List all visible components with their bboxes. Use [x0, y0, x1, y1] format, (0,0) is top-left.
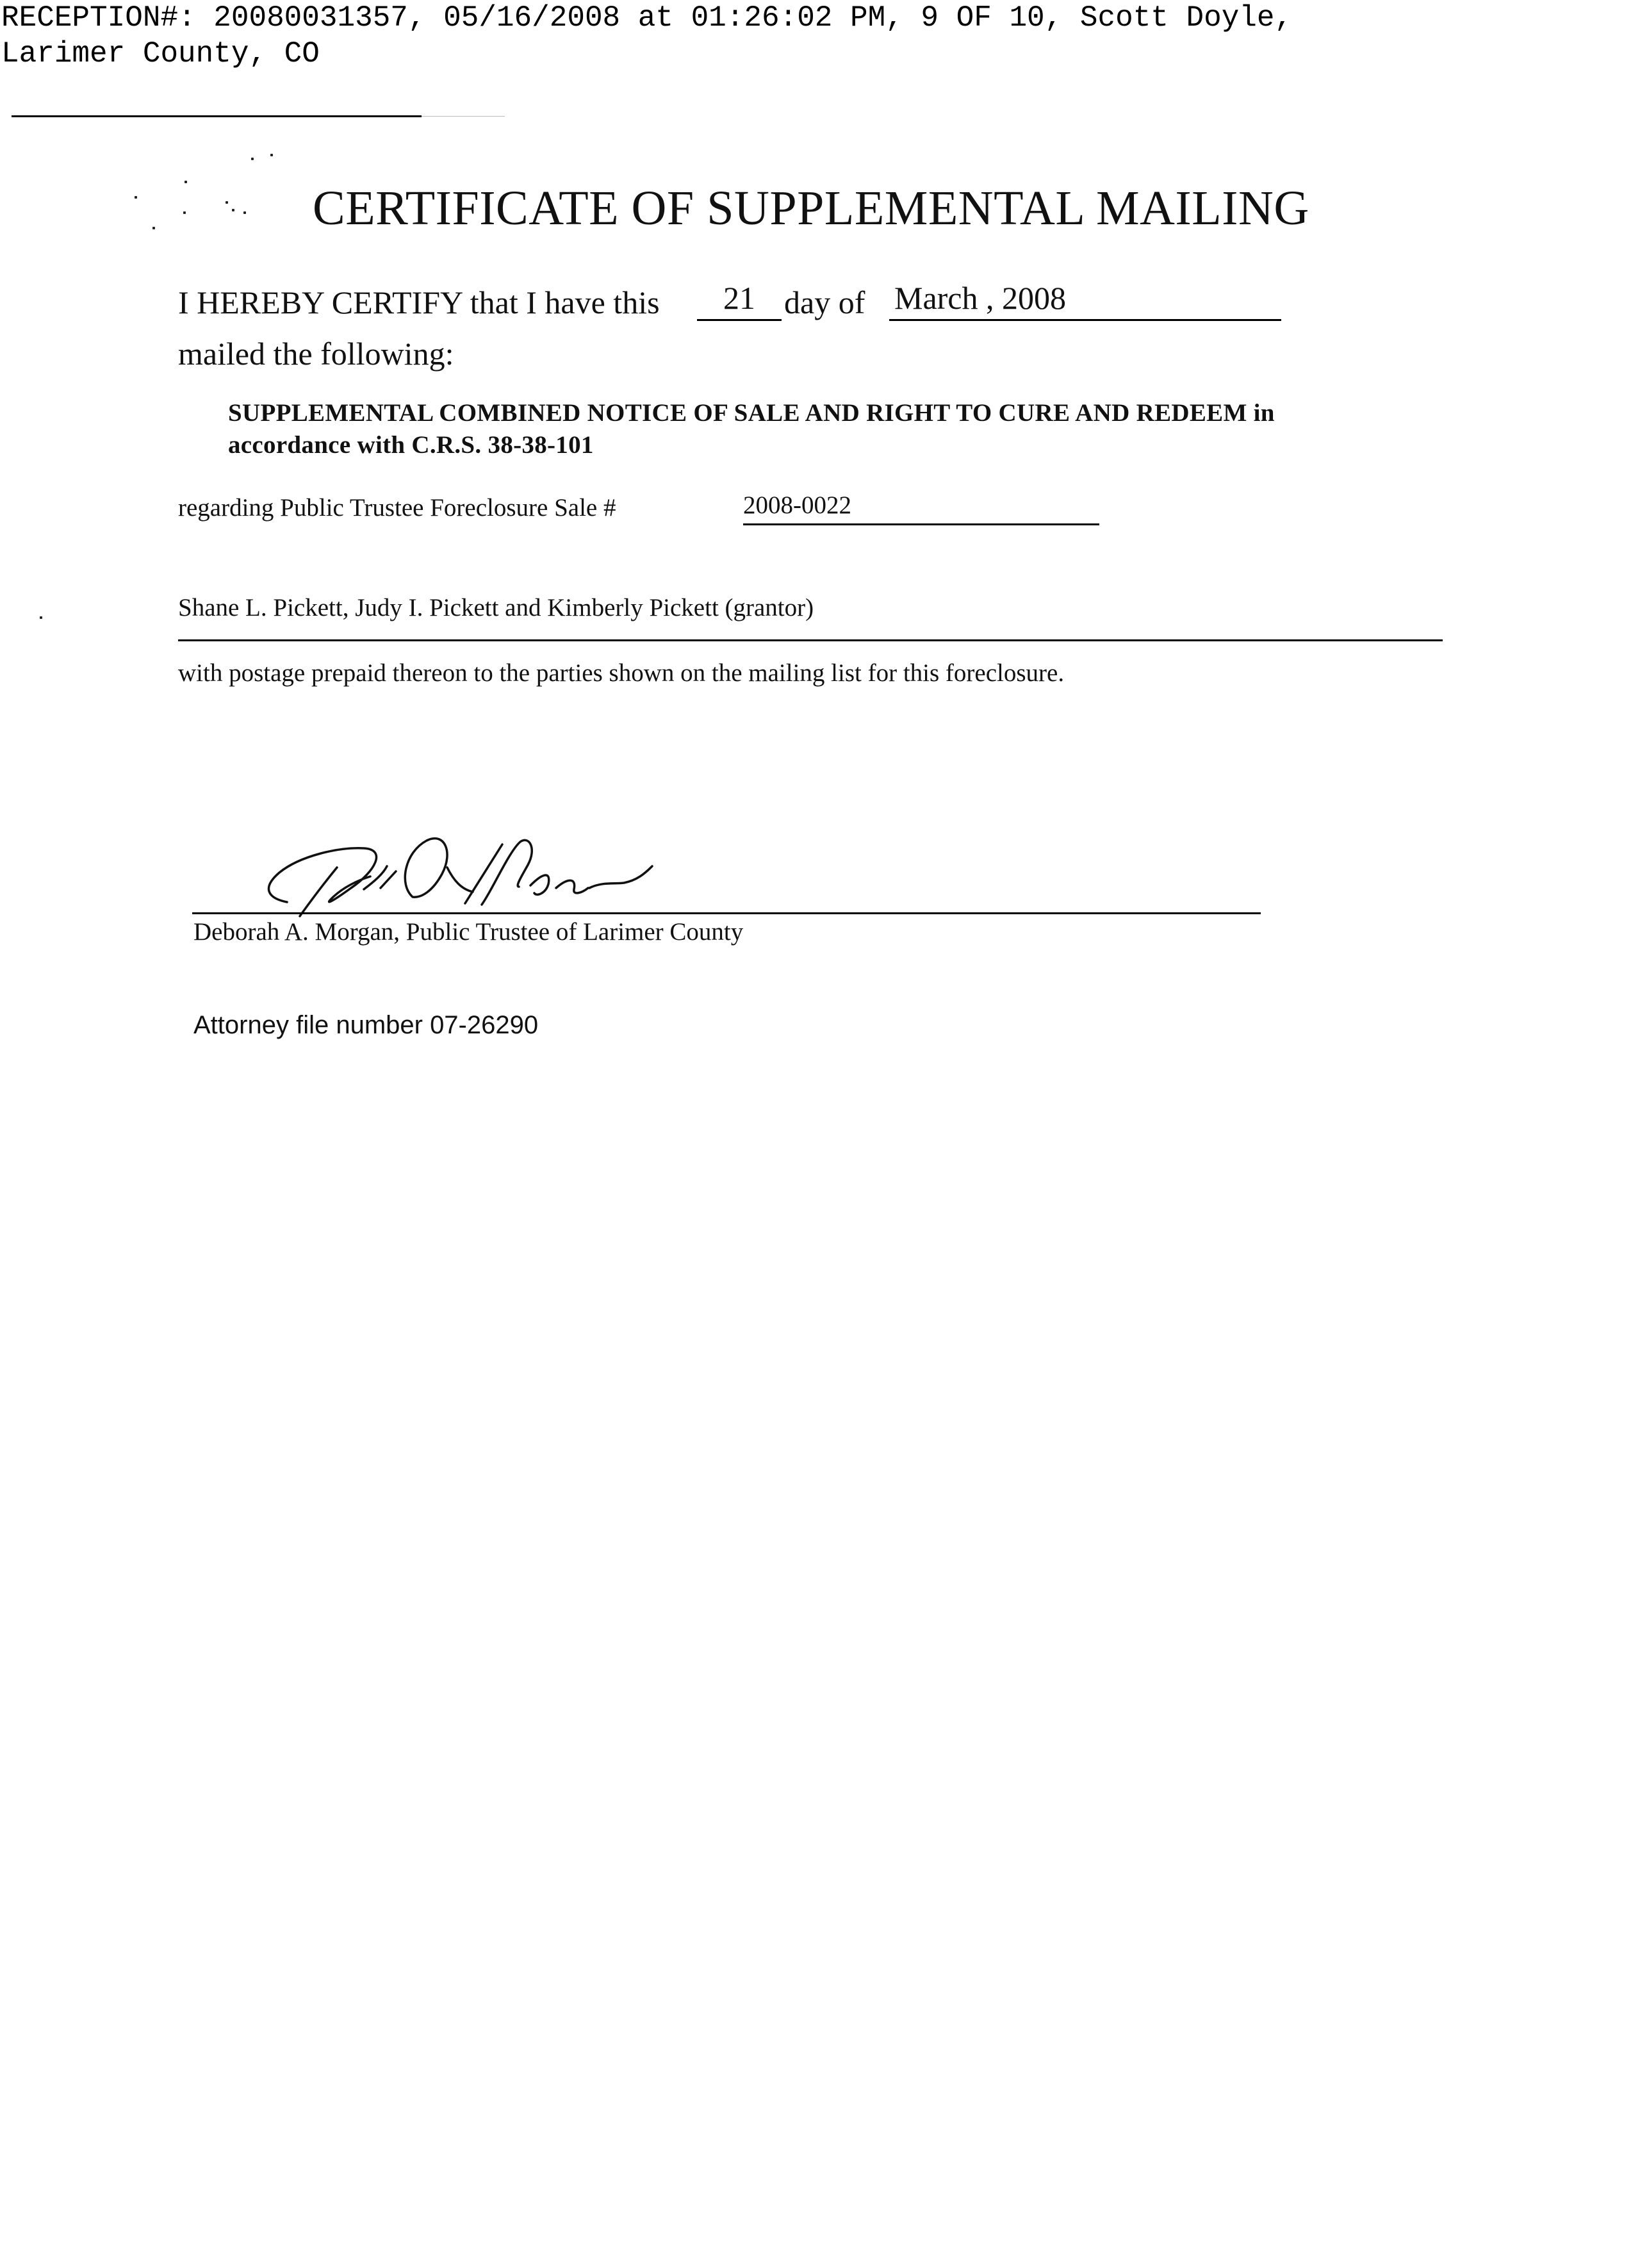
signer-name: Deborah A. Morgan, Public Trustee of Larimer County: [193, 918, 744, 946]
day-of-text: day of: [784, 284, 865, 320]
header-divider: [12, 115, 422, 117]
document-title: CERTIFICATE OF SUPPLEMENTAL MAILING: [313, 181, 1309, 235]
header-divider-faint: [422, 116, 505, 117]
notice-description: [228, 397, 1275, 461]
sale-number-label: regarding Public Trustee Foreclosure Sale #: [178, 494, 616, 522]
notice-description-line1: SUPPLEMENTAL COMBINED NOTICE OF SALE AND RIGHT TO CURE AND REDEEM in: [228, 399, 1275, 427]
recording-stamp-line1: RECEPTION#: 20080031357, 05/16/2008 at 01:26:02 PM, 9 OF 10, Scott Doyle,: [1, 1, 1293, 35]
notice-description-line2: accordance with C.R.S. 38-38-101: [228, 431, 594, 459]
mailing-day-field: 21: [697, 279, 782, 321]
signature-image: [261, 826, 671, 923]
sale-number-field: 2008-0022: [743, 491, 1099, 525]
mailing-month-year-field: March , 2008: [889, 279, 1281, 321]
grantor-names: Shane L. Pickett, Judy I. Pickett and Kimberly Pickett (grantor): [178, 594, 814, 621]
recording-stamp-line2: Larimer County, CO: [1, 37, 320, 70]
postage-statement: with postage prepaid thereon to the parties shown on the mailing list for this foreclosure.: [178, 659, 1065, 687]
attorney-file-number: Attorney file number 07-26290: [193, 1011, 539, 1039]
recording-stamp: [1, 0, 1292, 72]
certify-text: I HEREBY CERTIFY that I have this: [178, 284, 660, 320]
mailed-following-text: mailed the following:: [178, 336, 454, 372]
signature-line: [192, 912, 1261, 914]
grantor-divider: [178, 639, 1443, 641]
